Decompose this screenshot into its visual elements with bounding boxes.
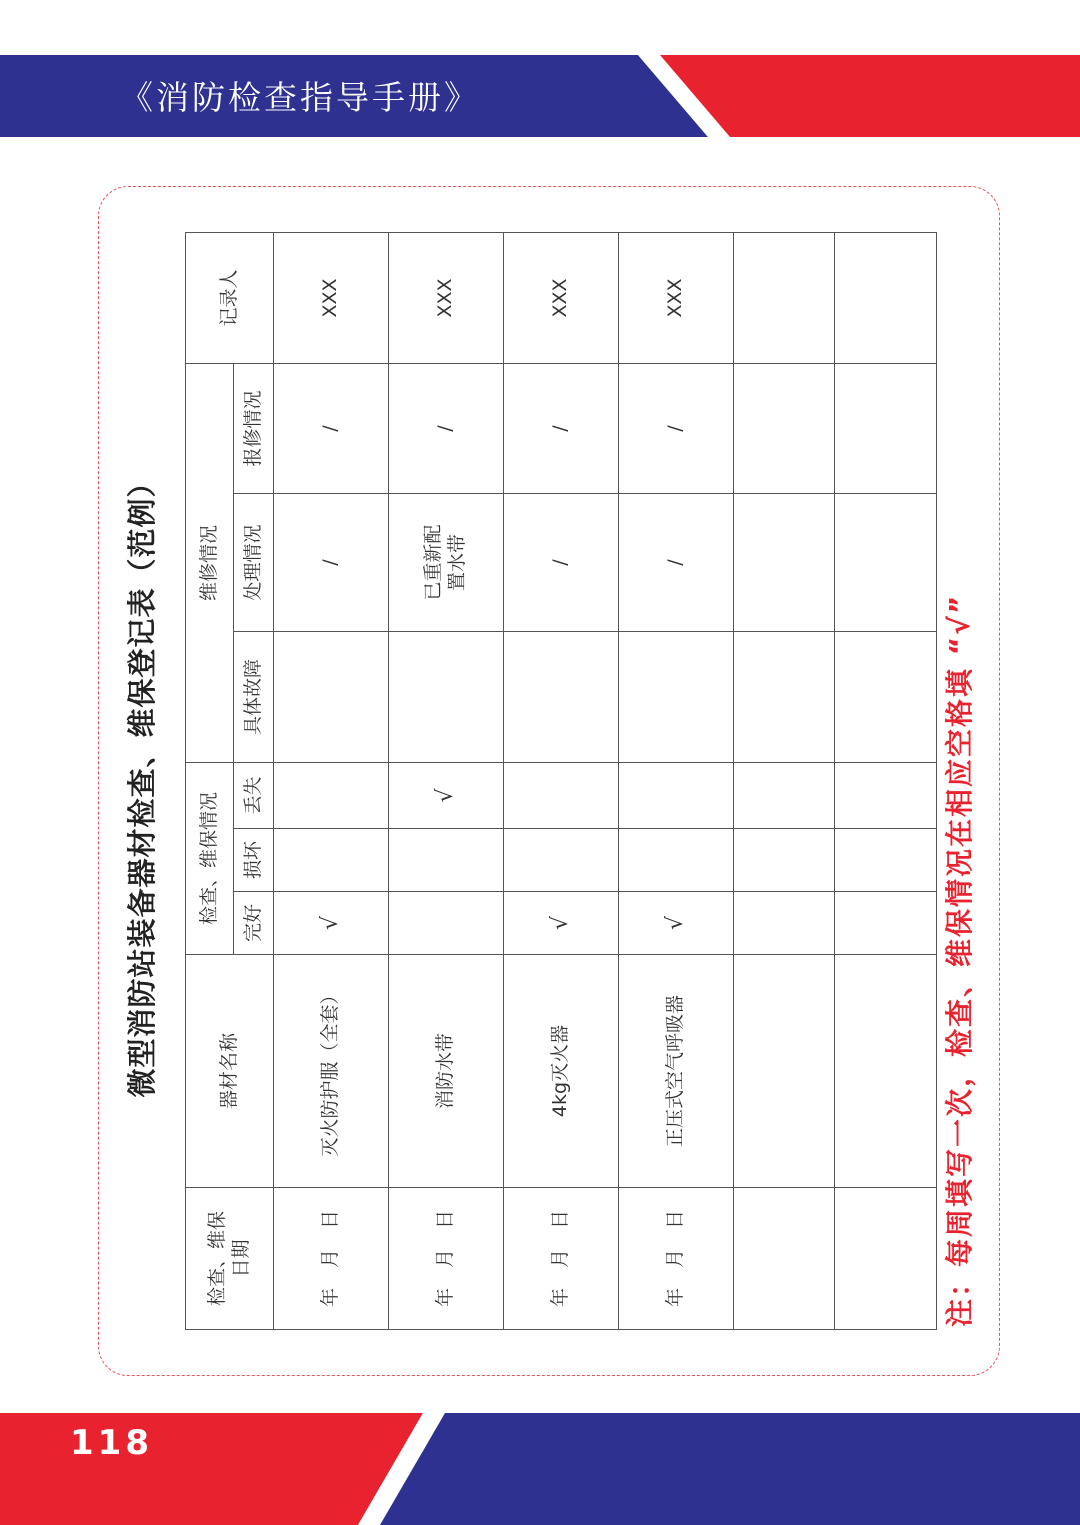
empty-cell [835,892,937,955]
form-note: 注：每周填写一次，检查、维保情况在相应空格填 “√” [943,593,976,1327]
header-date: 检查、维保日期 [186,1188,274,1330]
header-inspection-group: 检查、维保情况 [186,763,234,955]
table-row [274,233,389,1330]
header-recorder: 记录人 [186,233,274,364]
empty-cell [734,955,835,1188]
lost-cell: √ [389,763,504,829]
year-unit: 年 [434,1288,457,1308]
recorder-cell: XXX [274,233,389,364]
empty-cell [835,1188,937,1330]
header-row-1 [186,233,234,1330]
rotated-form [120,230,985,1335]
handling-cell: / [504,494,619,632]
empty-cell [734,233,835,364]
year-unit: 年 [664,1288,687,1308]
report-cell: / [389,364,504,494]
fault-cell [389,632,504,763]
footer-band [0,1413,1080,1525]
equipment-cell: 4kg灭火器 [504,955,619,1188]
good-cell: √ [504,892,619,955]
empty-cell [734,829,835,892]
damaged-cell [504,829,619,892]
empty-cell [734,494,835,632]
empty-cell [835,364,937,494]
table-row [389,233,504,1330]
header-repair-group: 维修情况 [186,364,234,763]
empty-cell [835,829,937,892]
footer-band-graphic [0,1413,1080,1525]
empty-cell [734,364,835,494]
handling-cell: / [274,494,389,632]
day-unit: 日 [549,1209,572,1229]
year-unit: 年 [549,1288,572,1308]
empty-cell [835,233,937,364]
lost-cell [504,763,619,829]
record-table [185,232,937,1330]
day-unit: 日 [319,1209,342,1229]
handbook-title: 《消防检查指导手册》 [120,78,480,117]
record-table-wrap [185,232,937,1330]
month-unit: 月 [549,1249,572,1269]
empty-table-row [835,233,937,1330]
damaged-cell [389,829,504,892]
month-unit: 月 [434,1249,457,1269]
equipment-cell: 消防水带 [389,955,504,1188]
recorder-cell: XXX [619,233,734,364]
good-cell: √ [274,892,389,955]
form-title: 微型消防站装备器材检查、维保登记表（范例） [125,467,159,1098]
table-row [504,233,619,1330]
empty-cell [835,632,937,763]
good-cell [389,892,504,955]
equipment-cell: 正压式空气呼吸器 [619,955,734,1188]
handling-cell: 已重新配置水带 [389,494,504,632]
equipment-cell: 灭火防护服（全套） [274,955,389,1188]
header-good: 完好 [234,892,274,955]
empty-cell [734,1188,835,1330]
year-unit: 年 [319,1288,342,1308]
date-cell [619,1188,734,1330]
header-lost: 丢失 [234,763,274,829]
damaged-cell [274,829,389,892]
empty-cell [734,763,835,829]
empty-cell [835,763,937,829]
date-cell [274,1188,389,1330]
month-unit: 月 [664,1249,687,1269]
report-cell: / [274,364,389,494]
page-number [70,1418,153,1442]
lost-cell [274,763,389,829]
report-cell: / [619,364,734,494]
day-unit: 日 [434,1209,457,1229]
empty-cell [734,892,835,955]
fault-cell [619,632,734,763]
empty-cell [835,955,937,1188]
table-row [619,233,734,1330]
empty-cell [734,632,835,763]
recorder-cell: XXX [504,233,619,364]
damaged-cell [619,829,734,892]
fault-cell [504,632,619,763]
good-cell: √ [619,892,734,955]
date-cell [389,1188,504,1330]
header-report: 报修情况 [234,364,274,494]
header-handling: 处理情况 [234,494,274,632]
handling-cell: / [619,494,734,632]
date-cell [504,1188,619,1330]
month-unit: 月 [319,1249,342,1269]
fault-cell [274,632,389,763]
empty-table-row [734,233,835,1330]
lost-cell [619,763,734,829]
header-damaged: 损坏 [234,829,274,892]
header-fault: 具体故障 [234,632,274,763]
day-unit: 日 [664,1209,687,1229]
empty-cell [835,494,937,632]
header-equipment: 器材名称 [186,955,274,1188]
report-cell: / [504,364,619,494]
recorder-cell: XXX [389,233,504,364]
